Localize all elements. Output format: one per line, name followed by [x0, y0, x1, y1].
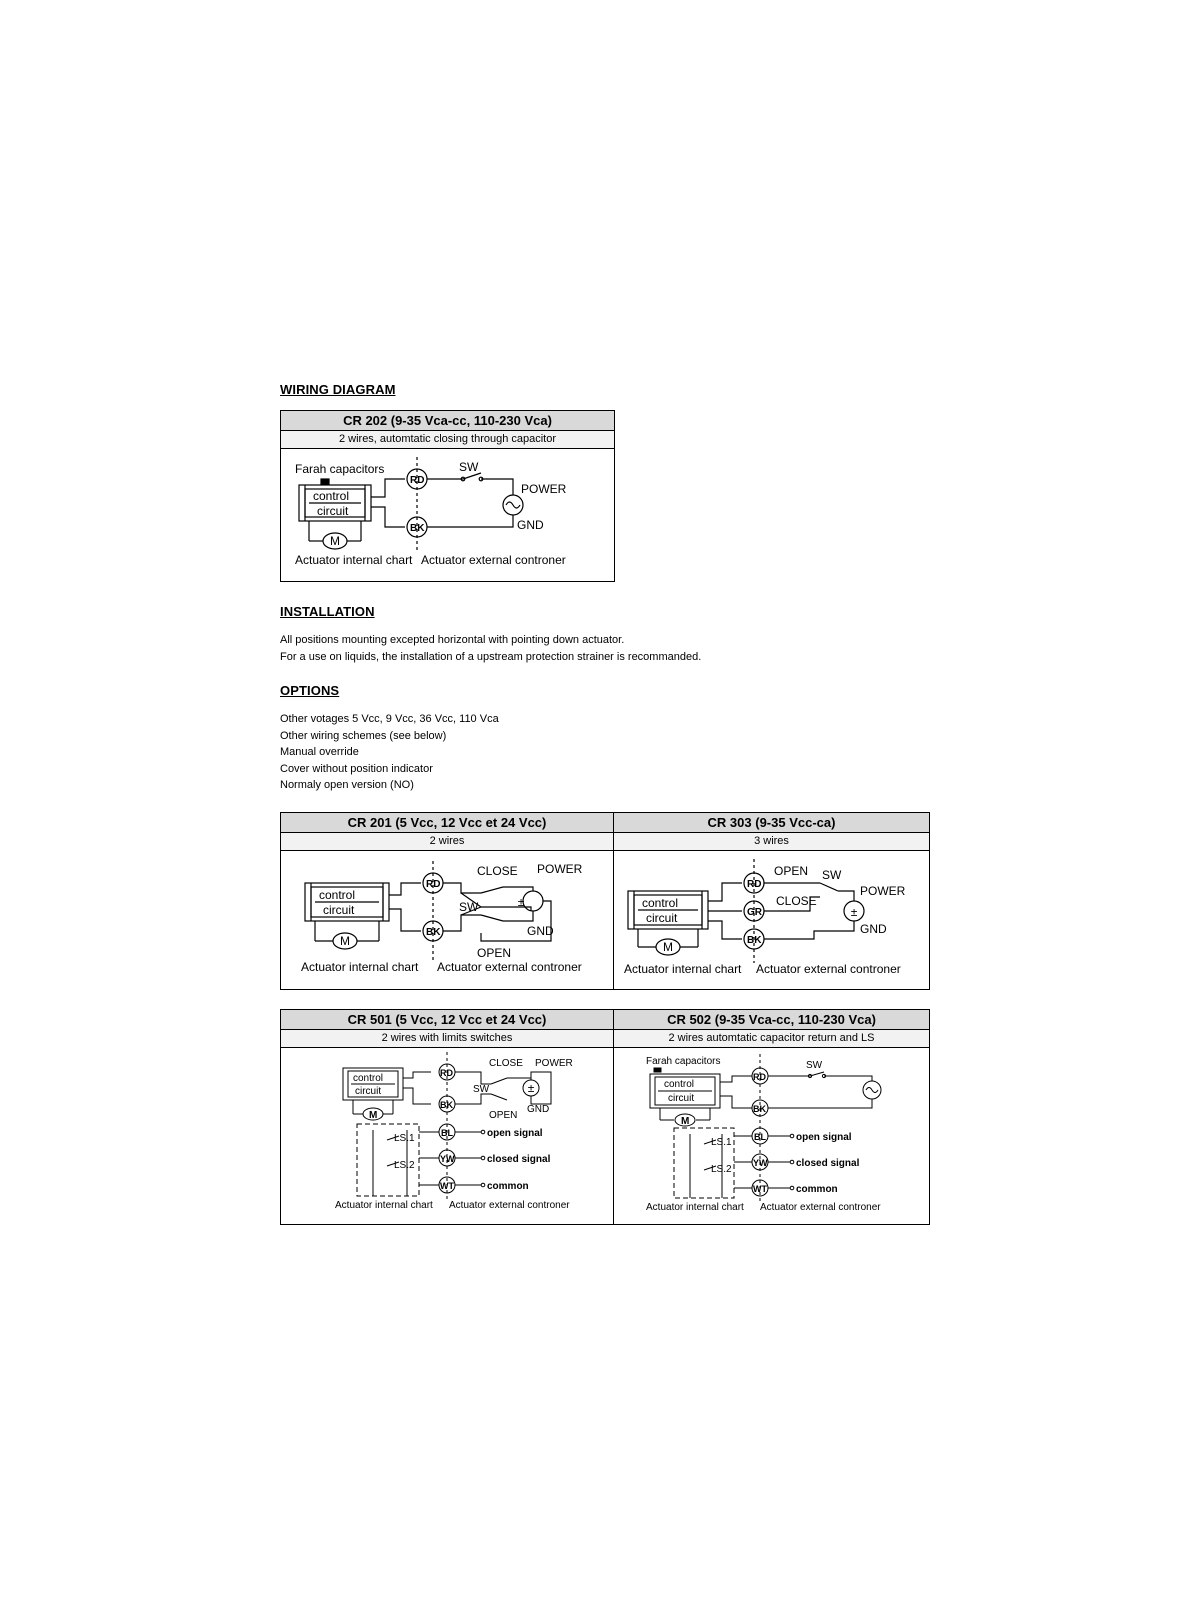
- cr201-wiring-schematic: [281, 851, 613, 989]
- cr201-rd-node: RD: [426, 879, 441, 890]
- cr202-control-label: control: [313, 489, 350, 503]
- cr501-external-caption: Actuator external controner: [449, 1200, 570, 1211]
- cr202-external-caption: Actuator external controner: [421, 553, 566, 567]
- cr502-capacitors-label: Farah capacitors: [646, 1056, 721, 1067]
- cr201-cr303-table: [280, 812, 930, 990]
- cr501-ls1-label: LS.1: [394, 1133, 415, 1144]
- cr502-motor-label: M: [681, 1116, 690, 1127]
- cr502-wt-node: WT: [753, 1184, 767, 1194]
- cr502-closed-signal-label: closed signal: [796, 1158, 860, 1169]
- cr202-internal-caption: Actuator internal chart: [295, 553, 413, 567]
- cr501-title: CR 501 (5 Vcc, 12 Vcc et 24 Vcc): [281, 1010, 613, 1030]
- cr303-internal-caption: Actuator internal chart: [624, 962, 742, 976]
- cr501-closed-signal-label: closed signal: [487, 1154, 551, 1165]
- cr303-gr-node: GR: [747, 907, 762, 918]
- cr303-subtitle: 3 wires: [614, 833, 929, 851]
- cr502-external-caption: Actuator external controner: [760, 1202, 881, 1213]
- cr502-common-label: common: [796, 1184, 838, 1195]
- options-heading: OPTIONS: [280, 683, 340, 698]
- cr502-bl-node: BL: [754, 1132, 766, 1142]
- installation-text: [280, 632, 701, 665]
- cr303-bk-node: BK: [747, 935, 762, 946]
- cr202-circuit-label: circuit: [317, 504, 349, 518]
- cr303-close-label: CLOSE: [776, 894, 817, 908]
- options-line-3: Manual override: [280, 746, 359, 758]
- cr201-cell: [281, 813, 613, 989]
- cr201-open-label: OPEN: [477, 946, 512, 960]
- cr202-diagram-table: [280, 410, 615, 582]
- svg-text:±: ±: [850, 905, 858, 919]
- options-line-1: Other votages 5 Vcc, 9 Vcc, 36 Vcc, 110 Vca: [280, 713, 499, 725]
- cr202-title: CR 202 (9-35 Vca-cc, 110-230 Vca): [281, 411, 614, 431]
- cr501-wiring-schematic: [281, 1048, 613, 1224]
- cr501-close-label: CLOSE: [489, 1058, 523, 1069]
- cr303-wiring-schematic: [614, 851, 929, 989]
- cr501-cr502-table: [280, 1009, 930, 1225]
- cr502-yw-node: YW: [753, 1158, 768, 1168]
- cr502-cell: [614, 1010, 929, 1224]
- options-line-4: Cover without position indicator: [280, 762, 433, 775]
- cr501-wt-node: WT: [440, 1181, 454, 1191]
- cr202-bk-node: BK: [410, 523, 425, 534]
- cr501-power-label: POWER: [535, 1058, 573, 1069]
- cr303-rd-node: RD: [747, 879, 762, 890]
- cr502-subtitle: 2 wires automtatic capacitor return and LS: [614, 1030, 929, 1048]
- cr501-open-signal-label: open signal: [487, 1128, 543, 1139]
- cr501-gnd-label: GND: [527, 1104, 550, 1115]
- cr501-circuit-label: circuit: [355, 1086, 382, 1097]
- cr502-wiring-schematic: [614, 1048, 929, 1224]
- cr303-power-label: POWER: [860, 884, 906, 898]
- cr502-circuit-label: circuit: [668, 1093, 695, 1104]
- cr502-ls2-label: LS.2: [711, 1164, 732, 1175]
- svg-text:±: ±: [517, 895, 525, 909]
- cr201-subtitle: 2 wires: [281, 833, 613, 851]
- cr502-rd-node: RD: [753, 1072, 766, 1082]
- cr201-bk-node: BK: [426, 927, 441, 938]
- cr303-open-label: OPEN: [774, 864, 809, 878]
- cr501-cell: [281, 1010, 613, 1224]
- cr501-common-label: common: [487, 1181, 529, 1192]
- cr303-motor-label: M: [663, 940, 673, 954]
- cr501-internal-caption: Actuator internal chart: [335, 1200, 433, 1211]
- cr501-yw-node: YW: [440, 1154, 455, 1164]
- installation-line-2: For a use on liquids, the installation of a upstream protection strainer is recommanded.: [280, 650, 702, 663]
- cr303-circuit-label: circuit: [646, 911, 678, 925]
- cr202-capacitors-label: Farah capacitors: [295, 462, 385, 476]
- cr303-title: CR 303 (9-35 Vcc-ca): [614, 813, 929, 833]
- svg-text:±: ±: [527, 1081, 535, 1095]
- options-list: [280, 711, 499, 794]
- cr202-wiring-schematic: [281, 449, 614, 581]
- cr303-external-caption: Actuator external controner: [756, 962, 901, 976]
- installation-line-1: All positions mounting excepted horizontal with pointing down actuator.: [280, 634, 625, 646]
- cr201-close-label: CLOSE: [477, 864, 518, 878]
- cr502-ls1-label: LS.1: [711, 1137, 732, 1148]
- cr501-subtitle: 2 wires with limits switches: [281, 1030, 613, 1048]
- cr501-bk-node: BK: [440, 1100, 453, 1110]
- cr501-ls2-label: LS.2: [394, 1160, 415, 1171]
- cr202-power-label: POWER: [521, 482, 567, 496]
- wiring-diagram-heading: WIRING DIAGRAM: [280, 382, 396, 397]
- cr501-bl-node: BL: [441, 1128, 453, 1138]
- cr303-sw-label: SW: [822, 868, 842, 882]
- cr502-control-label: control: [664, 1079, 695, 1090]
- options-line-2: Other wiring schemes (see below): [280, 729, 447, 742]
- cr501-rd-node: RD: [440, 1068, 453, 1078]
- installation-heading: INSTALLATION: [280, 604, 375, 619]
- cr201-power-label: POWER: [537, 862, 583, 876]
- cr201-internal-caption: Actuator internal chart: [301, 960, 419, 974]
- options-line-5: Normaly open version (NO): [280, 779, 414, 791]
- cr501-motor-label: M: [369, 1110, 378, 1121]
- cr303-gnd-label: GND: [860, 922, 887, 936]
- cr202-motor-label: M: [330, 534, 340, 548]
- cr502-bk-node: BK: [753, 1104, 766, 1114]
- cr501-control-label: control: [353, 1073, 384, 1084]
- cr202-subtitle: 2 wires, automtatic closing through capacitor: [281, 431, 614, 449]
- cr502-title: CR 502 (9-35 Vca-cc, 110-230 Vca): [614, 1010, 929, 1030]
- cr201-sw-label: SW: [459, 900, 479, 914]
- cr502-sw-label: SW: [806, 1060, 823, 1071]
- cr201-control-label: control: [319, 888, 356, 902]
- cr202-rd-node: RD: [410, 475, 425, 486]
- cr502-open-signal-label: open signal: [796, 1132, 852, 1143]
- cr201-gnd-label: GND: [527, 924, 554, 938]
- cr202-gnd-label: GND: [517, 518, 544, 532]
- cr202-sw-label: SW: [459, 460, 479, 474]
- cr502-internal-caption: Actuator internal chart: [646, 1202, 744, 1213]
- cr501-sw-label: SW: [473, 1084, 490, 1095]
- cr303-control-label: control: [642, 896, 679, 910]
- cr201-circuit-label: circuit: [323, 903, 355, 917]
- cr501-open-label: OPEN: [489, 1110, 518, 1121]
- cr201-title: CR 201 (5 Vcc, 12 Vcc et 24 Vcc): [281, 813, 613, 833]
- cr201-external-caption: Actuator external controner: [437, 960, 582, 974]
- cr201-motor-label: M: [340, 934, 350, 948]
- cr303-cell: [614, 813, 929, 989]
